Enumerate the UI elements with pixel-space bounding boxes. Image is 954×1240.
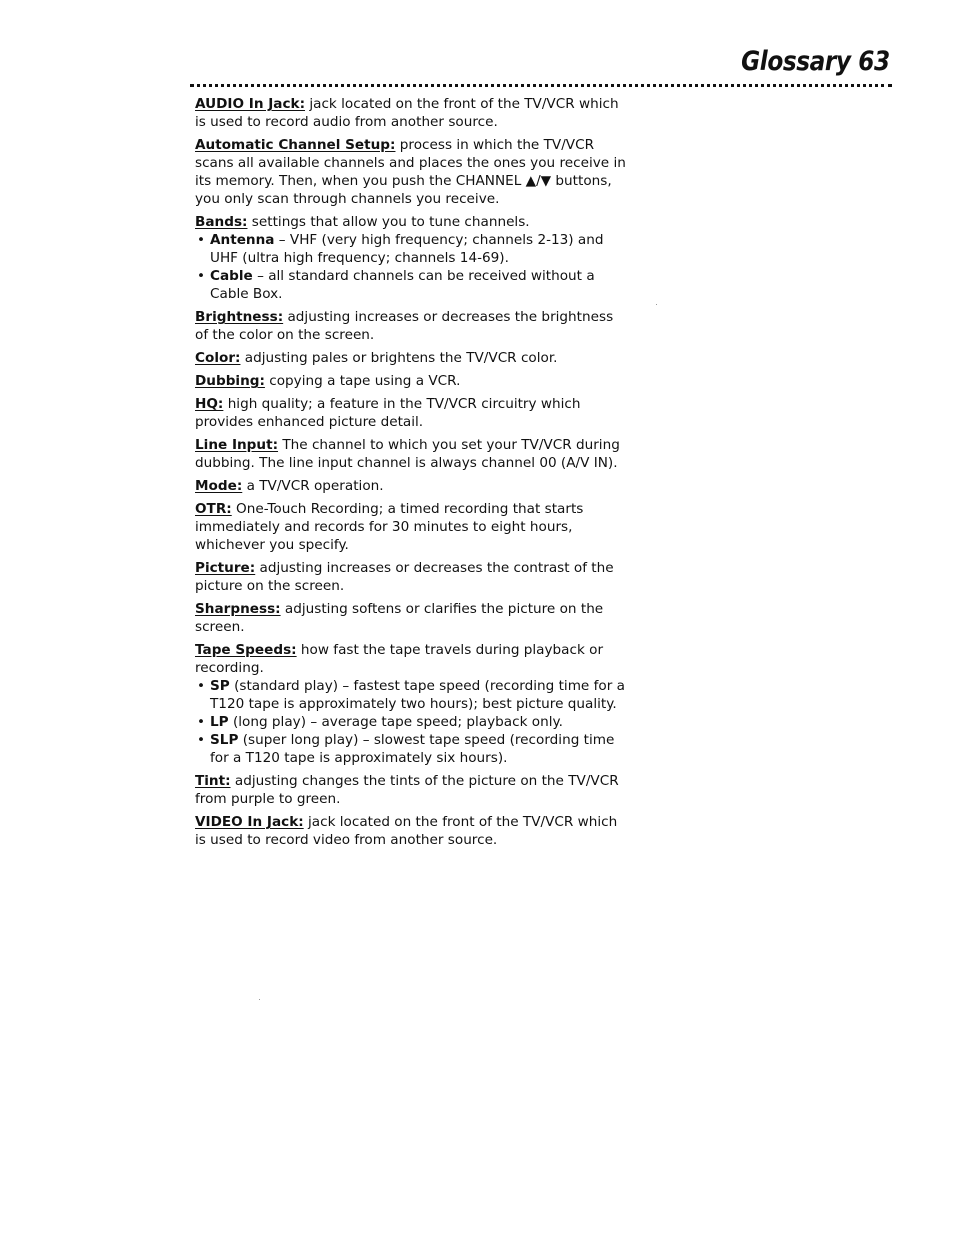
glossary-entry-brightness: [195, 308, 627, 344]
glossary-definition: high quality; a feature in the TV/VCR circuitry which provides enhanced picture detail.: [195, 396, 581, 430]
glossary-definition: adjusting changes the tints of the picture on the TV/VCR from purple to green.: [195, 773, 619, 807]
tape-speeds-list: [195, 677, 627, 767]
glossary-term: Picture:: [195, 560, 256, 576]
glossary-entry-bands: [195, 213, 627, 231]
bands-list: [195, 231, 627, 303]
bullet-icon: •: [197, 714, 206, 730]
bullet-icon: •: [197, 732, 206, 748]
glossary-term: VIDEO In Jack:: [195, 814, 304, 830]
glossary-entry-otr: [195, 500, 627, 554]
glossary-term: Tint:: [195, 773, 231, 789]
glossary-definition: adjusting increases or decreases the brightness of the color on the screen.: [195, 309, 614, 343]
glossary-term: Dubbing:: [195, 373, 265, 389]
glossary-term: Line Input:: [195, 437, 279, 453]
glossary-entry-sharpness: [195, 600, 627, 636]
bullet-icon: •: [197, 268, 206, 284]
glossary-term: Mode:: [195, 478, 243, 494]
glossary-term: AUDIO In Jack:: [195, 96, 306, 112]
glossary-term: Brightness:: [195, 309, 284, 325]
page-header: [190, 44, 892, 92]
glossary-definition: jack located on the front of the TV/VCR which is used to record video from another source.: [195, 814, 618, 848]
glossary-definition: process in which the TV/VCR scans all available channels and places the ones you receive in its memory. Then, when you push the CHANNEL ▲/▼ buttons, you only scan through channels you receive.: [195, 137, 626, 207]
glossary-entry-picture: [195, 559, 627, 595]
glossary-term: Color:: [195, 350, 241, 366]
glossary-definition: The channel to which you set your TV/VCR during dubbing. The line input channel is always channel 00 (A/V IN).: [195, 437, 620, 471]
bullet-icon: •: [197, 232, 206, 248]
page-title: Glossary 63: [741, 46, 890, 77]
glossary-entry-tape-speeds: [195, 641, 627, 677]
glossary-definition: jack located on the front of the TV/VCR which is used to record audio from another source.: [195, 96, 619, 130]
glossary-entry-color: [195, 349, 627, 367]
glossary-definition: adjusting pales or brightens the TV/VCR color.: [240, 350, 558, 366]
list-item: • LP (long play) – average tape speed; playback only.: [197, 714, 563, 730]
glossary-definition: settings that allow you to tune channels.: [247, 214, 530, 230]
glossary-entry-audio-in-jack: [195, 95, 627, 131]
glossary-entry-automatic-channel-setup: [195, 136, 627, 208]
list-item: • Cable – all standard channels can be received without a Cable Box.: [197, 268, 595, 302]
list-item: • Antenna – VHF (very high frequency; channels 2-13) and UHF (ultra high frequency; channels 14-69).: [197, 232, 604, 266]
glossary-definition: a TV/VCR operation.: [242, 478, 384, 494]
glossary-entry-video-in-jack: [195, 813, 627, 849]
scan-speck: [259, 999, 260, 1000]
bullet-icon: •: [197, 678, 206, 694]
glossary-entry-line-input: [195, 436, 627, 472]
scan-speck: [656, 304, 657, 305]
glossary-term: OTR:: [195, 501, 232, 517]
glossary-definition: adjusting increases or decreases the contrast of the picture on the screen.: [195, 560, 614, 594]
glossary-term: Bands:: [195, 214, 248, 230]
glossary-entry-tint: [195, 772, 627, 808]
glossary-definition: how fast the tape travels during playback or recording.: [195, 642, 604, 676]
dotted-divider: [190, 84, 892, 87]
glossary-term: Automatic Channel Setup:: [195, 137, 396, 153]
glossary-term: HQ:: [195, 396, 224, 412]
glossary-definition: One-Touch Recording; a timed recording that starts immediately and records for 30 minutes to eight hours, whichever you specify.: [195, 501, 584, 553]
list-item: • SP (standard play) – fastest tape speed (recording time for a T120 tape is approximately two hours); best picture quality.: [197, 678, 625, 712]
glossary-entry-hq: [195, 395, 627, 431]
glossary-term: Sharpness:: [195, 601, 281, 617]
glossary-term: Tape Speeds:: [195, 642, 297, 658]
glossary-entry-dubbing: [195, 372, 627, 390]
glossary-list: [195, 95, 627, 854]
glossary-definition: adjusting softens or clarifies the picture on the screen.: [195, 601, 604, 635]
list-item: • SLP (super long play) – slowest tape speed (recording time for a T120 tape is approximately six hours).: [197, 732, 615, 766]
glossary-entry-mode: [195, 477, 627, 495]
glossary-definition: copying a tape using a VCR.: [264, 373, 461, 389]
